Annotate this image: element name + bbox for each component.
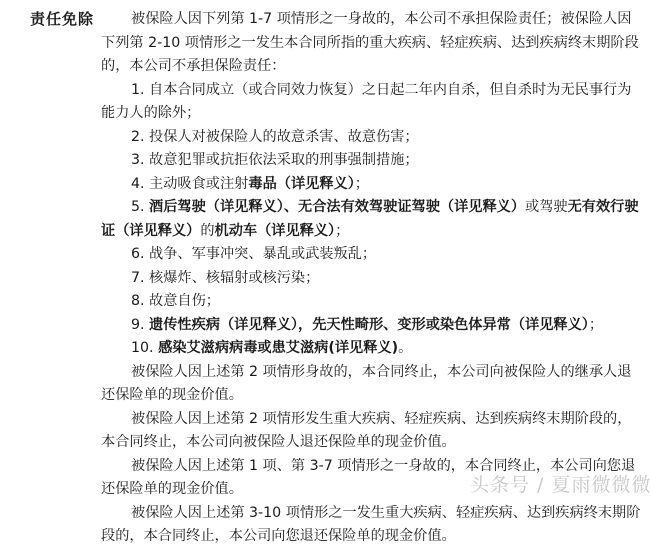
- watermark: 头条号 / 夏雨微微微: [470, 474, 652, 496]
- exclusion-item: [101, 314, 641, 338]
- item-text: 主动吸食或注射: [149, 175, 249, 192]
- item-text: ；: [588, 316, 604, 333]
- item-text: 。: [398, 340, 413, 356]
- item-number: 2.: [131, 128, 150, 145]
- exclusion-item: [101, 79, 641, 126]
- item-text: ；: [354, 175, 369, 192]
- termination-paragraph: 被保险人因上述第 2 项情形发生重大疾病、轻症疾病、达到疾病终末期阶段的，本合同终止，本公司向被保险人退还保险单的现金价值。: [101, 410, 632, 450]
- item-number: 9.: [131, 316, 150, 333]
- exclusion-item: [101, 243, 641, 267]
- exclusion-item: [101, 290, 641, 314]
- emphasized-term: 感染艾滋病病毒或患艾滋病(详见释义): [158, 340, 399, 356]
- item-text: 故意犯罪或抗拒依法采取的刑事强制措施；: [149, 152, 419, 168]
- termination-paragraphs: [101, 361, 641, 549]
- section-label: 责任免除: [30, 10, 95, 28]
- emphasized-term: 毒品（详见释义）: [248, 175, 355, 192]
- termination-paragraph: 被保险人因上述第 1 项、第 3-7 项情形之一身故的，本合同终止，本公司向您退还保险单的现金价值。: [101, 457, 636, 497]
- emphasized-term: 无有效行驶证（详见释义）: [101, 199, 639, 239]
- item-text: 的: [200, 222, 215, 239]
- item-number: 7.: [131, 269, 150, 286]
- exclusion-item: [101, 149, 641, 173]
- exclusion-item: [101, 173, 641, 197]
- exclusion-item: [101, 337, 641, 361]
- item-text: 战争、军事冲突、暴乱或武装叛乱；: [149, 246, 377, 262]
- termination-paragraph: 被保险人因上述第 3-10 项情形之一发生重大疾病、轻症疾病、达到疾病终末期阶段的，本合同终止，本公司向您退还保险单的现金价值。: [101, 504, 641, 544]
- exclusions-content: [101, 8, 641, 549]
- item-text: 核爆炸、核辐射或核污染；: [149, 269, 320, 286]
- intro-paragraph: 被保险人因下列第 1-7 项情形之一身故的，本公司不承担保险责任；被保险人因下列第 2-10 项情形之一发生本合同所指的重大疾病、轻症疾病、达到疾病终末期阶段的，本公司不承担保险责任：: [101, 11, 639, 74]
- item-number: 8.: [131, 293, 150, 309]
- item-number: 4.: [131, 175, 150, 192]
- item-number: 5.: [131, 199, 150, 215]
- item-text: 投保人对被保险人的故意杀害、故意伤害；: [149, 128, 419, 145]
- exclusion-item: [101, 196, 641, 243]
- emphasized-term: 机动车（详见释义）: [214, 222, 336, 239]
- item-text: 自本合同成立（或合同效力恢复）之日起二年内自杀，但自杀时为无民事行为能力人的除外；: [101, 81, 632, 121]
- item-number: 3.: [131, 152, 150, 168]
- exclusion-list: [101, 79, 641, 361]
- item-number: 10.: [131, 340, 159, 356]
- exclusion-item: [101, 126, 641, 150]
- item-text: 故意自伤；: [149, 293, 220, 309]
- termination-paragraph: 被保险人因上述第 2 项情形身故的，本合同终止，本公司向被保险人的继承人退还保险单的现金价值。: [101, 363, 632, 403]
- emphasized-term: 酒后驾驶（详见释义）、无合法有效驾驶证驾驶（详见释义）: [149, 199, 526, 215]
- item-text: 或驾驶: [525, 199, 568, 215]
- item-number: 6.: [131, 246, 150, 262]
- emphasized-term: 遗传性疾病（详见释义），先天性畸形、变形或染色体异常（详见释义）: [149, 316, 589, 333]
- item-number: 1.: [131, 81, 150, 98]
- item-text: ；: [335, 222, 350, 239]
- exclusion-item: [101, 267, 641, 291]
